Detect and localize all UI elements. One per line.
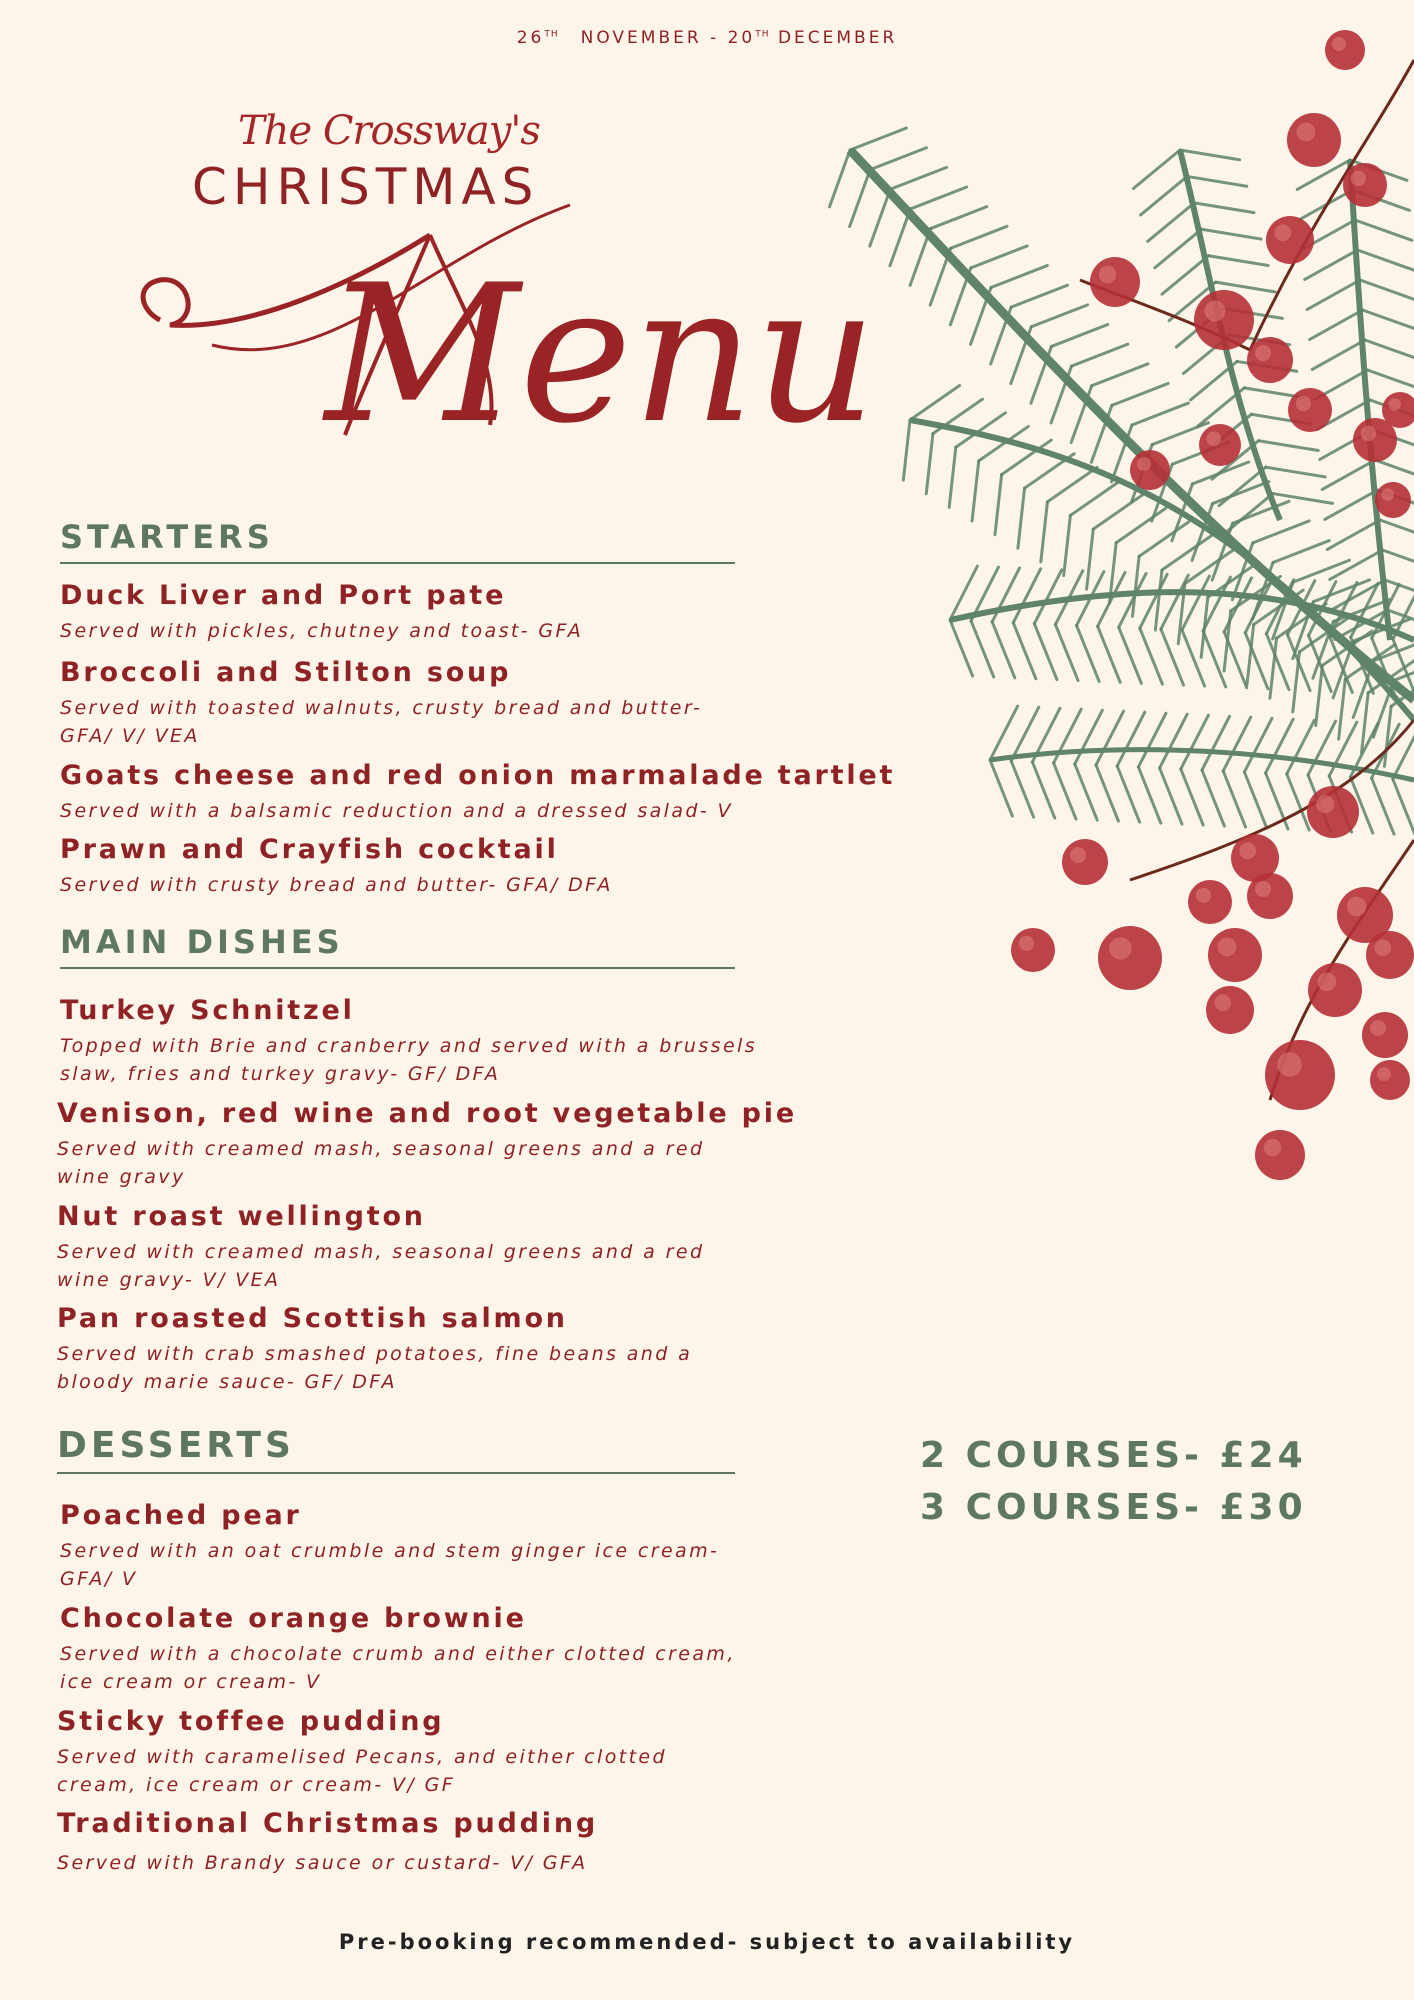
berry [1366, 931, 1414, 979]
pine-needle [1198, 388, 1245, 426]
pine-needle [1093, 495, 1143, 529]
pine-needle [1187, 176, 1247, 186]
berry-highlight [1137, 457, 1151, 471]
berry-highlight [1217, 937, 1236, 956]
pine-needle [1244, 772, 1266, 828]
pine-berry-decoration [830, 20, 1414, 1200]
mains-section [60, 923, 735, 969]
pine-needle [1273, 494, 1333, 504]
section-title-mains: MAIN DISHES [60, 923, 344, 961]
pine-needle [1203, 631, 1226, 687]
pine-needle [1360, 280, 1414, 300]
pine-needle [1034, 624, 1057, 680]
berry-highlight [1381, 488, 1394, 501]
pine-needle [1201, 229, 1261, 239]
pine-needle [1191, 361, 1238, 399]
pine-needle [1312, 340, 1365, 369]
pine-needle [1307, 280, 1360, 309]
pine-needle [1363, 310, 1414, 330]
pine-needle [1051, 325, 1107, 347]
section-title-desserts: DESSERTS [57, 1425, 295, 1466]
pine-needle [1096, 711, 1124, 765]
berry [1370, 1060, 1410, 1100]
pine-needle [1322, 460, 1375, 489]
berry [1247, 337, 1293, 383]
pine-needle [951, 226, 1007, 248]
pine-needle [1116, 508, 1166, 542]
menu-item [60, 1500, 860, 1593]
berry-highlight [1361, 426, 1376, 441]
berry-highlight [1255, 881, 1271, 897]
pine-needle [1092, 364, 1148, 386]
dish-name: Prawn and Crayfish cocktail [60, 834, 559, 865]
menu-item [60, 760, 896, 825]
berry-highlight [1274, 224, 1291, 241]
pine-needle [910, 187, 966, 209]
pine-needle [1077, 625, 1100, 681]
pine-needle [926, 434, 933, 494]
pine-needle [1013, 569, 1040, 623]
restaurant-name: The Crossway's [238, 108, 540, 154]
pine-needle [1355, 220, 1412, 240]
menu-item [60, 1603, 860, 1696]
pine-needle [1393, 779, 1414, 835]
pine-needle [1133, 150, 1180, 188]
berry [1188, 880, 1232, 924]
pine-needle [1209, 256, 1269, 266]
dish-name: Chocolate orange brownie [60, 1603, 527, 1634]
pine-needle [1327, 520, 1380, 549]
berry-highlight [1332, 37, 1346, 51]
berry-highlight [1277, 1052, 1302, 1077]
pine-needle [1259, 441, 1319, 451]
pine-needle [829, 150, 850, 207]
berry [1199, 424, 1241, 466]
pine-needle [1011, 285, 1067, 307]
pine-needle [1368, 370, 1414, 390]
pine-needle [1087, 529, 1094, 589]
pine-needle [850, 128, 906, 150]
pine-needle [1160, 768, 1182, 824]
pine-needle [1025, 454, 1075, 488]
berry [1208, 928, 1262, 982]
pine-needle [970, 288, 991, 345]
berry-highlight [1019, 936, 1034, 951]
dish-description: Served with creamed mash, seasonal greens and a red wine gravy [57, 1138, 705, 1188]
pine-needle [870, 148, 926, 170]
pine-needle [1310, 310, 1363, 339]
pine-needle [971, 246, 1027, 268]
pine-needle [991, 266, 1047, 288]
pine-needle [890, 209, 911, 266]
berry-highlight [1374, 939, 1391, 956]
pine-needle [1202, 716, 1230, 770]
berry [1247, 873, 1293, 919]
berry-highlight [1370, 1020, 1386, 1036]
starters-section [60, 518, 735, 564]
berry-highlight [1214, 994, 1231, 1011]
pine-needle [1139, 522, 1189, 556]
berry [1287, 113, 1341, 167]
pine-needle [1313, 580, 1369, 602]
pine-needle [1181, 715, 1209, 769]
pine-needle [1155, 570, 1162, 630]
berry-highlight [1296, 122, 1315, 141]
pine-needle [1358, 250, 1414, 270]
pine-needle [1072, 344, 1128, 366]
pine-needle [1117, 712, 1145, 766]
pine-needle [1244, 718, 1272, 772]
berry-highlight [1109, 937, 1131, 959]
dish-description: Served with toasted walnuts, crusty bread and butter- GFA/ V/ VEA [60, 697, 703, 747]
pine-needle [1148, 203, 1195, 241]
dish-name: Goats cheese and red onion marmalade tartlet [60, 760, 896, 791]
menu-item [57, 1706, 857, 1799]
dish-description: Served with a chocolate crumb and either clotted cream, ice cream or cream- V [60, 1643, 736, 1693]
pine-needle [1266, 719, 1294, 773]
pine-needle [1160, 714, 1188, 768]
dish-name: Traditional Christmas pudding [57, 1808, 598, 1839]
menu-item [60, 657, 860, 750]
pine-needle [1031, 305, 1087, 327]
berry-highlight [1296, 396, 1311, 411]
dish-name: Broccoli and Stilton soup [60, 657, 512, 688]
berry-highlight [1264, 1139, 1282, 1157]
pine-needle [910, 229, 931, 286]
pine-needle [1011, 761, 1033, 817]
pine-needle [1213, 482, 1269, 504]
pine-needle [1180, 150, 1240, 160]
pine-needle [1339, 679, 1346, 739]
berry [1325, 30, 1365, 70]
pine-needle [903, 420, 910, 480]
section-title-starters: STARTERS [60, 518, 274, 556]
pine-needle [931, 207, 987, 229]
menu-script-title [130, 225, 877, 535]
berry-highlight [1205, 301, 1226, 322]
pine-needle [1202, 770, 1224, 826]
pine-needle [1223, 717, 1251, 771]
pine-needle [1316, 665, 1323, 725]
dish-description: Served with pickles, chutney and toast- GFA [60, 620, 584, 642]
pine-needle [1119, 573, 1146, 627]
pine-needle [1138, 713, 1166, 767]
pine-needle [1194, 203, 1254, 213]
dish-description: Served with a balsamic reduction and a dressed salad- V [60, 800, 733, 822]
pine-needle [870, 189, 891, 246]
price-list [920, 1430, 1307, 1534]
berry-highlight [1351, 171, 1366, 186]
menu-item [60, 995, 860, 1088]
berry-twig [1250, 60, 1414, 350]
berry [1011, 928, 1055, 972]
divider [57, 1472, 735, 1474]
pine-needle [950, 566, 977, 620]
menu-item [60, 580, 860, 645]
berry [1194, 290, 1254, 350]
pine-needle [930, 248, 951, 305]
pine-needle [1140, 628, 1163, 684]
berry [1362, 1012, 1408, 1058]
berry-highlight [1206, 431, 1221, 446]
pine-needle [972, 461, 979, 521]
dish-description: Topped with Brie and cranberry and served with a brussels slaw, fries and turkey gravy- GF/ DFA [60, 1035, 758, 1085]
divider [60, 967, 735, 969]
dish-description: Served with caramelised Pecans, and either clotted cream, ice cream or cream- V/ GF [57, 1746, 667, 1796]
berry [1062, 839, 1108, 885]
pine-needle [1098, 626, 1121, 682]
header-christmas: CHRISTMAS [192, 158, 540, 216]
pine-needle [1075, 764, 1097, 820]
berry-highlight [1070, 847, 1086, 863]
berry-highlight [1239, 842, 1256, 859]
menu-item [57, 1808, 857, 1877]
pine-needle [949, 447, 956, 507]
pine-needle [1112, 383, 1168, 405]
pine-needle [1141, 176, 1188, 214]
pine-needle [1162, 256, 1209, 294]
pine-needle [1266, 634, 1289, 690]
pine-needle [890, 167, 946, 189]
pine-needle [1041, 502, 1048, 562]
pine-needle [1162, 536, 1212, 570]
dish-name: Sticky toffee pudding [57, 1706, 445, 1737]
menu-item [57, 1098, 857, 1191]
pine-needle [1293, 560, 1349, 582]
berry [1090, 257, 1140, 307]
pine-needle [1253, 521, 1309, 543]
menu-script-text: Menu [325, 244, 877, 465]
pine-needle [1064, 515, 1071, 575]
dish-name: Pan roasted Scottish salmon [57, 1303, 568, 1334]
pine-needle [1013, 623, 1036, 679]
pine-needle [1055, 625, 1078, 681]
pine-needle [1054, 763, 1076, 819]
pine-needle [1383, 550, 1414, 570]
pine-needle [1287, 720, 1315, 774]
berry [1206, 986, 1254, 1034]
pine-needle [950, 268, 971, 325]
dish-description: Served with crab smashed potatoes, fine beans and a bloody marie sauce- GF/ DFA [57, 1343, 693, 1393]
pine-needle [990, 760, 1012, 816]
dish-description: Served with an oat crumble and stem ginger ice cream- GFA/ V [60, 1540, 720, 1590]
pine-needle [1372, 778, 1394, 834]
dish-description: Served with crusty bread and butter- GFA/ DFA [60, 874, 613, 896]
berry [1375, 482, 1411, 518]
dish-description: Served with creamed mash, seasonal greens and a red wine gravy- V/ VEA [57, 1241, 705, 1291]
pine-needle [1224, 632, 1247, 688]
pine-needle [1155, 229, 1202, 267]
footer-note: Pre-booking recommended- subject to availability [338, 1930, 1076, 1954]
dish-name: Turkey Schnitzel [60, 995, 355, 1026]
pine-needle [1096, 765, 1118, 821]
menu-item [57, 1201, 857, 1294]
pine-needle [1119, 627, 1142, 683]
berry [1255, 1130, 1305, 1180]
pine-needle [1075, 710, 1103, 764]
pine-needle [1223, 771, 1245, 827]
berry-highlight [1255, 345, 1271, 361]
date-range: 26TH NOVEMBER - 20TH DECEMBER [516, 28, 898, 48]
pine-needle [1365, 340, 1414, 360]
berry [1130, 450, 1170, 490]
berry [1098, 926, 1162, 990]
pine-needle [950, 620, 973, 676]
berry-highlight [1347, 897, 1367, 917]
dish-name: Poached pear [60, 1500, 302, 1531]
pine-needle [1032, 762, 1054, 818]
desserts-section [57, 1425, 732, 1474]
pine-needle [1047, 467, 1097, 501]
pine-needle [1018, 488, 1025, 548]
dish-name: Duck Liver and Port pate [60, 580, 507, 611]
menu-item [60, 834, 860, 899]
berry [1343, 163, 1387, 207]
berry-highlight [1388, 398, 1401, 411]
berry-highlight [1317, 972, 1336, 991]
dish-name: Venison, red wine and root vegetable pie [57, 1098, 797, 1129]
berry [1265, 1040, 1335, 1110]
pine-needle [850, 170, 871, 227]
berry-highlight [1377, 1067, 1391, 1081]
pine-needle [910, 386, 960, 420]
pine-needle [971, 621, 994, 677]
pine-needle [1132, 403, 1188, 425]
berry-highlight [1099, 266, 1117, 284]
pine-needle [1140, 574, 1167, 628]
berry-highlight [1316, 795, 1334, 813]
pine-needle [1054, 709, 1082, 763]
pine-needle [992, 568, 1019, 622]
berry [1288, 388, 1332, 432]
pine-needle [992, 622, 1015, 678]
divider [60, 562, 735, 564]
pine-needle [1070, 481, 1120, 515]
dish-description: Served with Brandy sauce or custard- V/ GFA [57, 1852, 588, 1874]
pine-needle [1226, 494, 1273, 532]
pine-needle [1287, 774, 1309, 830]
pine-needle [1266, 467, 1326, 477]
pine-needle [1117, 766, 1139, 822]
pine-needle [1305, 250, 1358, 279]
pine-needle [1384, 706, 1391, 766]
pine-needle [990, 706, 1018, 760]
pine-needle [1375, 460, 1414, 480]
menu-item [57, 1303, 857, 1396]
pine-needle [1245, 579, 1272, 633]
pine-needle [995, 475, 1002, 535]
pine-needle [1380, 520, 1414, 540]
price-three-courses: 3 COURSES- £30 [920, 1487, 1307, 1528]
berry-highlight [1196, 888, 1211, 903]
price-two-courses: 2 COURSES- £24 [920, 1435, 1307, 1476]
pine-needle [1138, 767, 1160, 823]
pine-needle [1273, 541, 1329, 563]
pine-needle [1308, 721, 1336, 775]
berry [1308, 963, 1362, 1017]
pine-needle [1034, 570, 1061, 624]
berry [1266, 216, 1314, 264]
pine-needle [1181, 769, 1203, 825]
dish-name: Nut roast wellington [57, 1201, 426, 1232]
berry [1307, 786, 1359, 838]
